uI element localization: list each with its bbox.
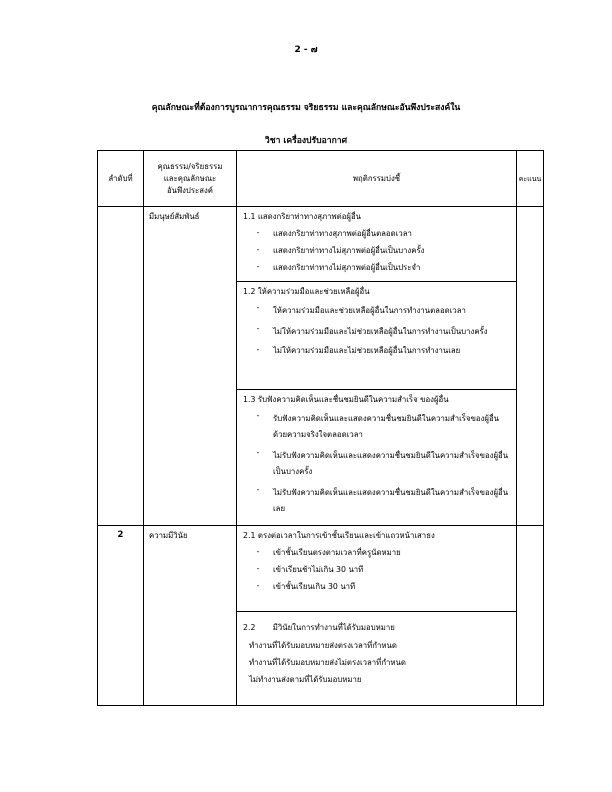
behavior-heading: 2.2 มีวินัยในการทำงานที่ได้รับมอบหมาย <box>243 623 395 632</box>
list-item: - ให้ความร่วมมือและช่วยเหลือผู้อื่นในการทำงานตลอดเวลา <box>256 303 466 315</box>
row-number <box>98 207 144 526</box>
header-no: ลำดับที่ <box>98 151 144 207</box>
list-item: - แสดงกริยาท่าทางไม่สุภาพต่อผู้อื่นเป็นบางครั้ง <box>256 245 425 255</box>
list-item: ไม่ทำงานส่งตามที่ได้รับมอบหมาย <box>249 675 362 684</box>
list-item: - ไม่รับฟังความคิดเห็นและแสดงความชื่นชมยินดีในความสำเร็จของผู้อื่นเป็นบางครั้ง <box>256 448 509 476</box>
trait-cell: ความมีวินัย <box>144 526 237 706</box>
row-number: 2 <box>98 526 144 706</box>
list-item: ทำงานที่ได้รับมอบหมายส่งตรงเวลาที่กำหนด <box>249 641 397 650</box>
trait-cell: มีมนุษย์สัมพันธ์ <box>144 207 237 526</box>
behavior-cell <box>237 390 517 526</box>
header-trait-line: อันพึงประสงค์ <box>166 185 214 195</box>
list-item: - รับฟังความคิดเห็นและแสดงความชื่นชมยินดีในความสำเร็จของผู้อื่นด้วยความจริงใจตลอดเวลา <box>256 411 499 439</box>
table-row <box>98 526 544 612</box>
list-item: - แสดงกริยาท่าทางไม่สุภาพต่อผู้อื่นเป็นประจำ <box>256 262 421 272</box>
header-trait-line: และคุณลักษณะ <box>163 173 217 183</box>
list-item: - ไม่ให้ความร่วมมือและไม่ช่วยเหลือผู้อื่นในการทำงานเป็นบางครั้ง <box>256 324 488 336</box>
header-score: คะแนน <box>517 151 544 207</box>
behavior-cell <box>237 526 517 612</box>
score-cell <box>517 207 544 526</box>
header-behavior: พฤติกรรมบ่งชี้ <box>237 151 517 207</box>
behavior-heading: 1.1 แสดงกริยาท่าทางสุภาพต่อผู้อื่น <box>243 212 361 221</box>
header-trait <box>144 151 237 207</box>
behavior-heading: 1.3 รับฟังความคิดเห็นและชื่นชมยินดีในความสำเร็จ ของผู้อื่น <box>243 395 449 404</box>
behavior-cell <box>237 207 517 282</box>
behavior-heading: 2.1 ตรงต่อเวลาในการเข้าชั้นเรียนและเข้าแถวหน้าเสาธง <box>243 531 435 540</box>
list-item: ทำงานที่ได้รับมอบหมายส่งไม่ตรงเวลาที่กำหนด <box>249 658 406 667</box>
trait-table <box>97 150 544 706</box>
page-number: 2 - ๗ <box>294 45 318 55</box>
behavior-cell <box>237 282 517 390</box>
list-item: - ไม่รับฟังความคิดเห็นและแสดงความชื่นชมยินดีในความสำเร็จของผู้อื่นเลย <box>256 485 509 513</box>
behavior-cell <box>237 612 517 706</box>
plain-list <box>243 640 510 686</box>
list-item: - แสดงกริยาท่าทางสุภาพต่อผู้อื่นตลอดเวลา <box>256 228 412 238</box>
score-cell <box>517 526 544 706</box>
page-title: คุณลักษณะที่ต้องการบูรณาการคุณธรรม จริยธรรม และคุณลักษณะอันพึงประสงค์ใน <box>151 103 461 113</box>
list-item: - เข้าชั้นเรียนเกิน 30 นาที <box>256 581 356 591</box>
list-item: - เข้าชั้นเรียนตรงตามเวลาที่ครูนัดหมาย <box>256 547 401 557</box>
behavior-heading: 1.2 ให้ความร่วมมือและช่วยเหลือผู้อื่น <box>243 287 370 296</box>
subject-title: วิชา เครื่องปรับอากาศ <box>264 136 348 146</box>
list-item: - ไม่ให้ความร่วมมือและไม่ช่วยเหลือผู้อื่นในการทำงานเลย <box>256 345 461 355</box>
table-row <box>98 207 544 282</box>
list-item: - เข้าเรียนช้าไม่เกิน 30 นาที <box>256 564 364 574</box>
header-trait-line: คุณธรรม/จริยธรรม <box>157 161 223 171</box>
header-row <box>98 151 544 207</box>
